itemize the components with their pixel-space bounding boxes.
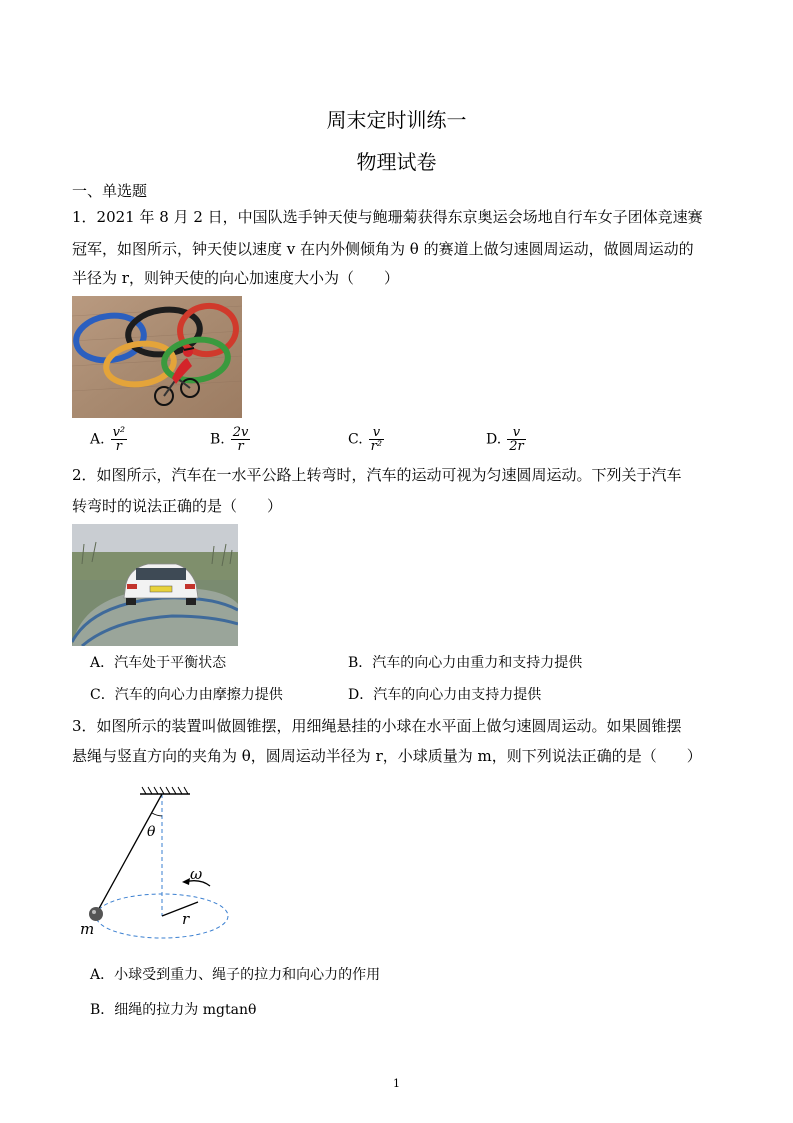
q2-option-c[interactable]: C．汽车的向心力由摩擦力提供 [90, 687, 283, 703]
theta-arc [152, 813, 162, 816]
page-number: 1 [393, 1077, 400, 1090]
section-heading: 一、单选题 [72, 182, 148, 200]
theta-label: θ [147, 824, 156, 840]
q1-option-d-denominator: 2r [509, 439, 524, 454]
ball [89, 907, 103, 921]
q2-line-2: 转弯时的说法正确的是（ ） [72, 497, 283, 515]
q1-option-c-denominator: r² [370, 439, 383, 454]
q1-option-c[interactable] [348, 426, 384, 453]
page-title: 周末定时训练一 [326, 108, 467, 132]
page-subtitle: 物理试卷 [356, 150, 437, 174]
olympic-rings-cyclist-photo [72, 296, 242, 418]
q1-option-c-label: C. [348, 431, 363, 448]
white-car-turning-photo [72, 524, 238, 646]
string-line [96, 794, 162, 914]
q2-option-a[interactable]: A．汽车处于平衡状态 [90, 655, 227, 671]
q1-line-3: 半径为 r，则钟天使的向心加速度大小为（ ） [72, 269, 399, 287]
q1-option-a-label: A. [90, 431, 105, 448]
q1-option-a-denominator: r [115, 439, 122, 454]
q1-option-b-denominator: r [237, 439, 244, 454]
q2-option-b[interactable]: B．汽车的向心力由重力和支持力提供 [348, 655, 583, 671]
q1-option-b-numerator: 2v [232, 425, 249, 440]
q1-option-a[interactable] [90, 426, 127, 453]
omega-arrowhead [182, 878, 190, 885]
q1-option-b[interactable] [210, 426, 250, 453]
omega-label: ω [190, 865, 203, 883]
q1-option-d-numerator: v [507, 426, 526, 440]
q3-line-2: 悬绳与竖直方向的夹角为 θ，圆周运动半径为 r，小球质量为 m，则下列说法正确的是（ ） [72, 747, 702, 765]
conical-pendulum-diagram [72, 782, 252, 952]
q3-option-a[interactable]: A．小球受到重力、绳子的拉力和向心力的作用 [90, 967, 381, 983]
q1-option-d[interactable] [486, 426, 526, 453]
radius-label: r [182, 910, 190, 928]
ceiling-hatch [142, 787, 188, 794]
radius-line [162, 902, 198, 916]
q3-option-b[interactable]: B．细绳的拉力为 mgtanθ [90, 1002, 257, 1018]
q1-line-2: 冠军，如图所示，钟天使以速度 v 在内外侧倾角为 θ 的赛道上做匀速圆周运动，做圆周运动的 [72, 240, 694, 258]
q1-option-d-label: D. [486, 431, 502, 448]
q2-option-d[interactable]: D．汽车的向心力由支持力提供 [348, 687, 542, 703]
q1-option-b-label: B. [210, 431, 225, 448]
q2-line-1: 2．如图所示，汽车在一水平公路上转弯时，汽车的运动可视为匀速圆周运动。下列关于汽车 [72, 466, 682, 484]
q3-line-1: 3．如图所示的装置叫做圆锥摆，用细绳悬挂的小球在水平面上做匀速圆周运动。如果圆锥摆 [72, 717, 682, 735]
q1-option-a-numerator: v² [112, 425, 126, 440]
mass-label: m [80, 920, 95, 938]
q1-option-c-numerator: v [369, 426, 384, 440]
q1-line-1: 1．2021 年 8 月 2 日，中国队选手钟天使与鲍珊菊获得东京奥运会场地自行车女子团体竞速赛 [72, 208, 703, 226]
